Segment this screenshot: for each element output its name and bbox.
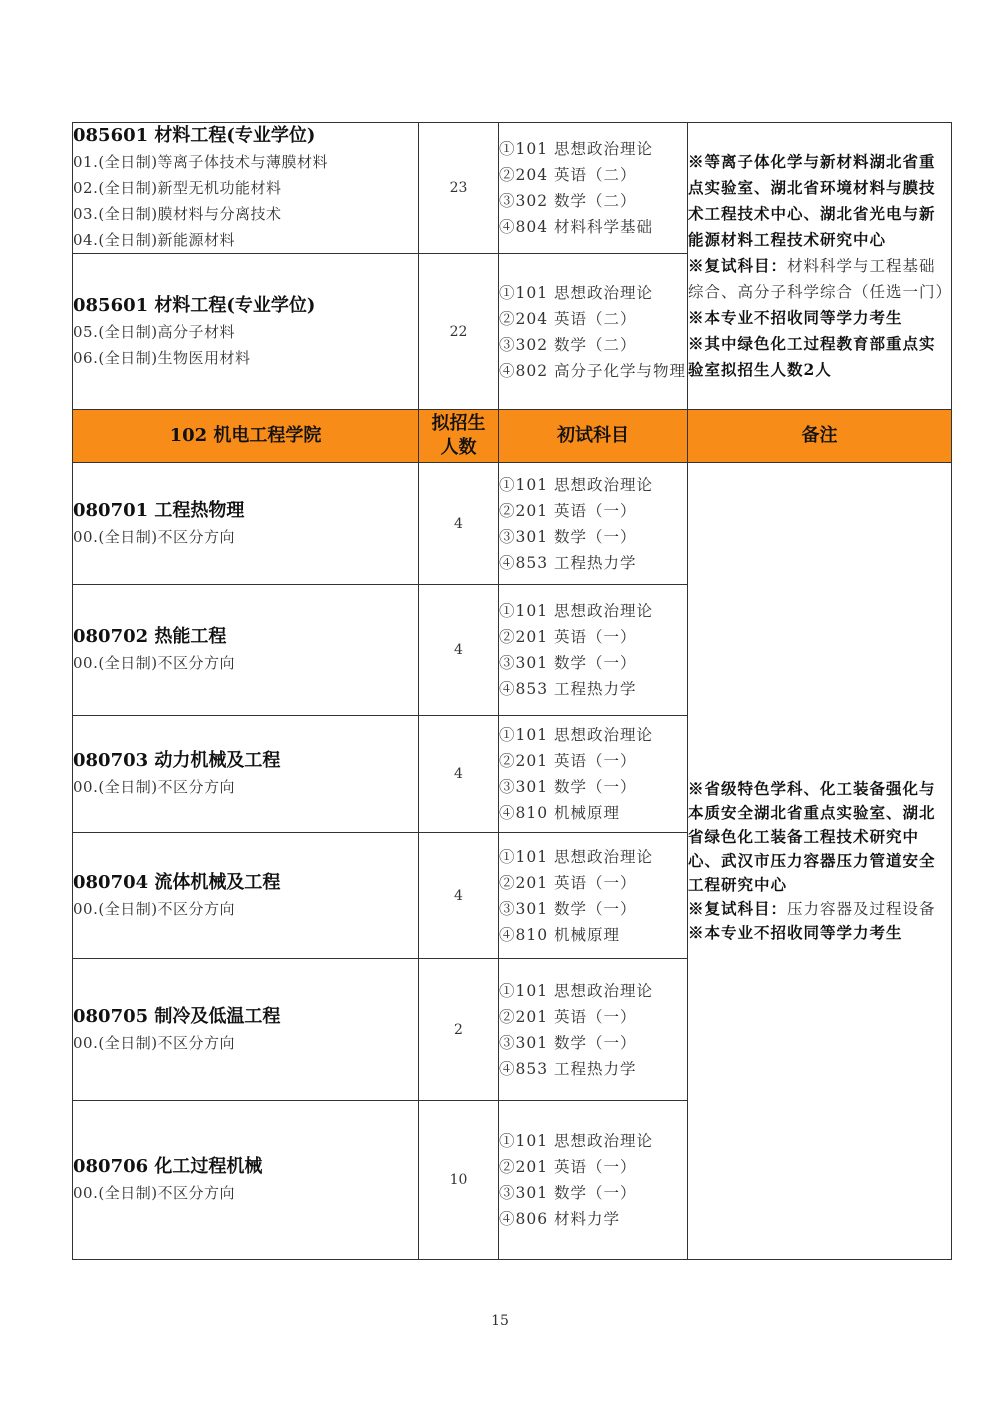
note-retest [688,897,951,921]
direction: 01.(全日制)等离子体技术与薄膜材料 [73,153,329,171]
program-cell [73,959,419,1101]
subject: ②201 英语（一） [499,1007,637,1026]
direction: 00.(全日制)不区分方向 [73,778,236,796]
admissions-table [72,122,952,1260]
subject: ①101 思想政治理论 [499,726,654,744]
enrollment-count: 10 [419,1101,499,1260]
subject: ②201 英语（一） [499,752,637,770]
exam-subjects [499,123,688,254]
subject: ④804 材料科学基础 [499,218,654,236]
direction: 00.(全日制)不区分方向 [73,1184,236,1202]
program-cell [73,1101,419,1260]
note-equivalent: ※本专业不招收同等学力考生 [688,308,903,327]
subject: ①101 思想政治理论 [499,475,654,494]
exam-subjects [499,959,688,1101]
enrollment-count: 2 [419,959,499,1101]
table-row [73,463,952,585]
direction: 04.(全日制)新能源材料 [73,231,236,249]
subject: ②201 英语（一） [499,628,637,646]
direction: 02.(全日制)新型无机功能材料 [73,179,282,197]
note-equivalent: ※本专业不招收同等学力考生 [688,923,903,942]
direction: 00.(全日制)不区分方向 [73,654,236,672]
subject: ①101 思想政治理论 [499,1132,654,1150]
program-cell [73,123,419,254]
note-retest-text: 压力容器及过程设备 [787,900,936,918]
note-quota: ※其中绿色化工过程教育部重点实验室拟招生人数2人 [688,334,936,379]
note-retest-text: 材料科学与工程基础综合、高分子科学综合（任选一门） [688,257,953,301]
program-cell [73,463,419,585]
exam-subjects [499,833,688,959]
direction: 00.(全日制)不区分方向 [73,1033,236,1052]
subject: ②204 英语（二） [499,309,637,328]
subject: ③302 数学（二） [499,192,637,210]
note-lab: ※省级特色学科、化工装备强化与本质安全湖北省重点实验室、湖北省绿色化工装备工程技术研究中心、武汉市压力容器压力管道安全工程研究中心 [688,779,936,894]
direction: 05.(全日制)高分子材料 [73,322,236,341]
subject: ③301 数学（一） [499,1184,637,1202]
note-retest-label: ※复试科目： [688,256,788,275]
table-row [73,123,952,254]
page-number: 15 [491,1313,509,1329]
notes-cell [688,123,952,410]
notes-cell [688,463,952,1260]
subject: ④810 机械原理 [499,804,621,822]
direction: 00.(全日制)不区分方向 [73,899,236,918]
subject: ①101 思想政治理论 [499,283,654,302]
subject: ①101 思想政治理论 [499,847,654,866]
subject: ③301 数学（一） [499,527,637,546]
exam-subjects [499,585,688,716]
subject: ③301 数学（一） [499,899,637,918]
subjects-header: 初试科目 [499,410,688,463]
subject: ④853 工程热力学 [499,680,637,698]
exam-subjects [499,1101,688,1260]
exam-subjects [499,716,688,833]
subject: ④853 工程热力学 [499,1059,637,1078]
count-header: 拟招生人数 [419,410,499,463]
exam-subjects [499,254,688,410]
college-header-row [73,410,952,463]
subject: ①101 思想政治理论 [499,981,654,1000]
note-lab: ※等离子体化学与新材料湖北省重点实验室、湖北省环境材料与膜技术工程技术中心、湖北省光电与新能源材料工程技术研究中心 [688,152,936,249]
program-title: 080704 流体机械及工程 [73,871,281,893]
program-title: 080705 制冷及低温工程 [73,1005,281,1027]
enrollment-count: 4 [419,833,499,959]
note-retest-label: ※复试科目： [688,899,788,918]
subject: ②204 英语（二） [499,166,637,184]
subject: ②201 英语（一） [499,873,637,892]
subject: ④806 材料力学 [499,1210,621,1228]
enrollment-count: 4 [419,716,499,833]
program-title: 080703 动力机械及工程 [73,750,281,771]
program-title: 080706 化工过程机械 [73,1156,263,1177]
college-name: 102 机电工程学院 [73,410,419,463]
program-title: 085601 材料工程(专业学位) [73,125,316,146]
subject: ④853 工程热力学 [499,553,637,572]
subject: ②201 英语（一） [499,501,637,520]
subject: ②201 英语（一） [499,1158,637,1176]
program-title: 080702 热能工程 [73,626,227,647]
subject: ③301 数学（一） [499,778,637,796]
subject: ①101 思想政治理论 [499,602,654,620]
program-cell [73,585,419,716]
direction: 00.(全日制)不区分方向 [73,527,236,546]
notes-header: 备注 [688,410,952,463]
note-retest [688,253,951,305]
subject: ④810 机械原理 [499,925,621,944]
program-title: 080701 工程热物理 [73,499,245,521]
subject: ③301 数学（一） [499,654,637,672]
program-cell [73,716,419,833]
subject: ④802 高分子化学与物理 [499,361,687,380]
subject: ①101 思想政治理论 [499,140,654,158]
direction: 06.(全日制)生物医用材料 [73,348,251,367]
program-title: 085601 材料工程(专业学位) [73,294,316,316]
enrollment-count: 22 [419,254,499,410]
direction: 03.(全日制)膜材料与分离技术 [73,205,282,223]
exam-subjects [499,463,688,585]
subject: ③301 数学（一） [499,1033,637,1052]
program-cell [73,254,419,410]
enrollment-count: 4 [419,585,499,716]
subject: ③302 数学（二） [499,335,637,354]
program-cell [73,833,419,959]
enrollment-count: 23 [419,123,499,254]
enrollment-count: 4 [419,463,499,585]
